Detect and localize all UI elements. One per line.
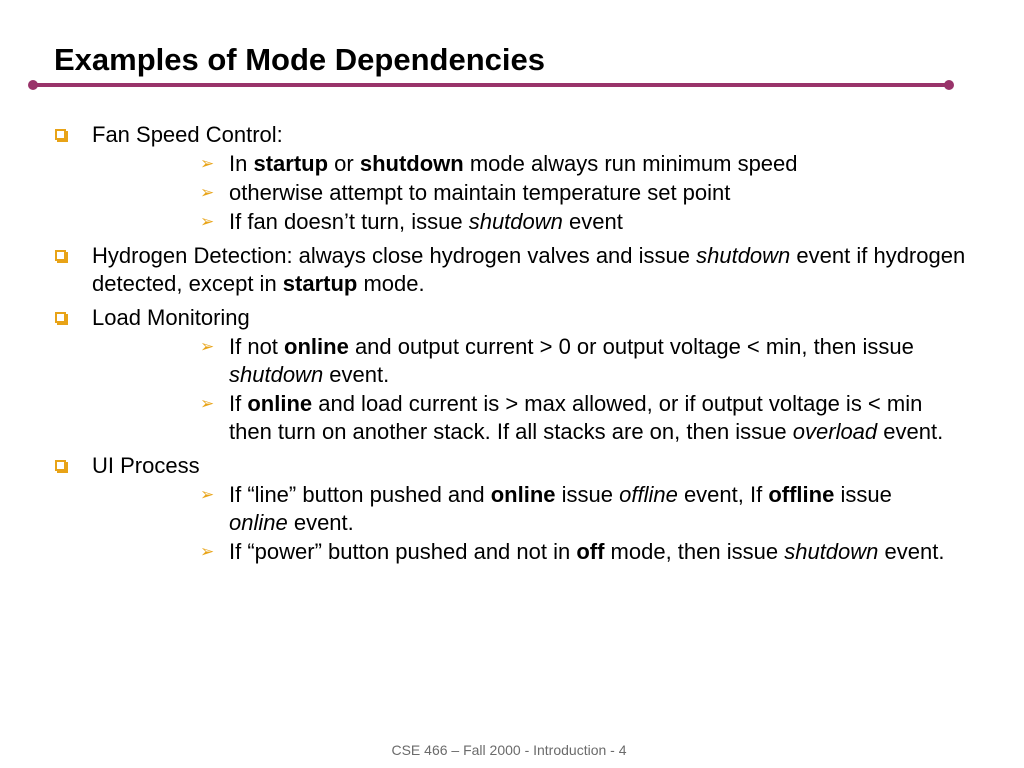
arrow-bullet-icon: ➢	[200, 212, 215, 231]
arrow-bullet-icon: ➢	[200, 183, 215, 202]
sub-bullet	[92, 208, 1024, 236]
sub-bullet-text-part: If	[229, 391, 248, 416]
sub-bullet-text-part: event	[562, 209, 623, 234]
slide-title: Examples of Mode Dependencies	[54, 42, 545, 77]
sub-bullet-text-part: If “power” button pushed and not in	[229, 539, 577, 564]
sub-bullet-text-part: event.	[877, 419, 944, 444]
sub-bullet-text-part: online	[247, 391, 313, 416]
sub-bullet	[92, 179, 1024, 207]
bullet-hydrogen-detection	[0, 242, 1024, 298]
bullet-load-monitoring	[0, 304, 1024, 446]
sub-bullet-text-part: shutdown	[229, 362, 324, 387]
arrow-bullet-icon: ➢	[200, 337, 215, 356]
arrow-bullet-icon: ➢	[200, 394, 215, 413]
sub-bullet-text-part: online	[284, 334, 349, 359]
sub-bullet-text-part: and output current > 0 or output voltage < min, then issue	[348, 334, 914, 359]
sub-bullet-text-part: shutdown	[359, 151, 464, 176]
bullet-text-part: mode.	[357, 271, 425, 296]
sub-bullet	[92, 538, 1024, 566]
slide-footer	[0, 742, 1024, 758]
sub-bullet-text-part: In	[229, 151, 254, 176]
sub-bullet-text-part: mode, then issue	[604, 539, 785, 564]
divider-right-dot	[944, 80, 954, 90]
sub-bullet-text-part: issue	[555, 482, 620, 507]
bullet-fan-speed-control	[0, 121, 1024, 236]
square-bullet-icon	[55, 129, 66, 140]
arrow-bullet-icon: ➢	[200, 154, 215, 173]
bullet-ui-process	[0, 452, 1024, 566]
sub-bullet-text-part: If not	[229, 334, 285, 359]
square-bullet-icon	[55, 460, 66, 471]
arrow-bullet-icon: ➢	[200, 542, 215, 561]
slide-body	[0, 121, 1024, 572]
bullet-label: UI Process	[92, 453, 200, 478]
sub-bullet-text-part: otherwise attempt to maintain temperature set point	[229, 180, 731, 205]
bullet-label: Load Monitoring	[92, 305, 250, 330]
sub-bullet-text-part: issue	[834, 482, 892, 507]
bullet-text-part: Hydrogen Detection: always close hydrogen valves and issue	[92, 243, 697, 268]
sub-bullet-text-part: shutdown	[784, 539, 879, 564]
arrow-bullet-icon: ➢	[200, 485, 215, 504]
sub-bullet-text-part: and load current is > max allowed, or if output voltage is < min then turn on another stack. If all stacks are on, then issue	[229, 391, 923, 444]
title-divider	[33, 80, 949, 90]
sub-bullet-text-part: If fan doesn’t turn, issue	[229, 209, 469, 234]
sub-bullet-text-part: online	[229, 510, 288, 535]
bullet-label: Fan Speed Control:	[92, 122, 283, 147]
sub-bullet-text-part: startup	[253, 151, 329, 176]
sub-bullet	[92, 150, 1024, 178]
sub-bullet-text-part: online	[490, 482, 556, 507]
bullet-text-part: startup	[282, 271, 358, 296]
sub-bullet-text-part: off	[576, 539, 605, 564]
bullet-text-part: event if hydrogen detected, except in	[92, 243, 966, 296]
square-bullet-icon	[55, 250, 66, 261]
sub-bullet-text-part: event.	[323, 362, 390, 387]
divider-line	[33, 83, 949, 87]
square-bullet-icon	[55, 312, 66, 323]
footer-text: CSE 466 – Fall 2000 - Introduction - 4	[391, 742, 627, 758]
sub-bullet-text-part: event.	[878, 539, 945, 564]
sub-bullet-text-part: event.	[287, 510, 354, 535]
sub-bullet-text-part: offline	[619, 482, 678, 507]
sub-bullet-text-part: mode always run minimum speed	[463, 151, 798, 176]
sub-bullet-text-part: overload	[792, 419, 878, 444]
sub-bullet-text-part: or	[328, 151, 360, 176]
sub-bullet-text-part: offline	[768, 482, 835, 507]
sub-bullet-text-part: If “line” button pushed and	[229, 482, 491, 507]
sub-bullet-text-part: shutdown	[468, 209, 563, 234]
divider-left-dot	[28, 80, 38, 90]
bullet-text-part: shutdown	[696, 243, 791, 268]
sub-bullet-text-part: event, If	[677, 482, 769, 507]
sub-bullet	[92, 390, 1024, 446]
sub-bullet	[92, 333, 1024, 389]
sub-bullet	[92, 481, 1024, 537]
